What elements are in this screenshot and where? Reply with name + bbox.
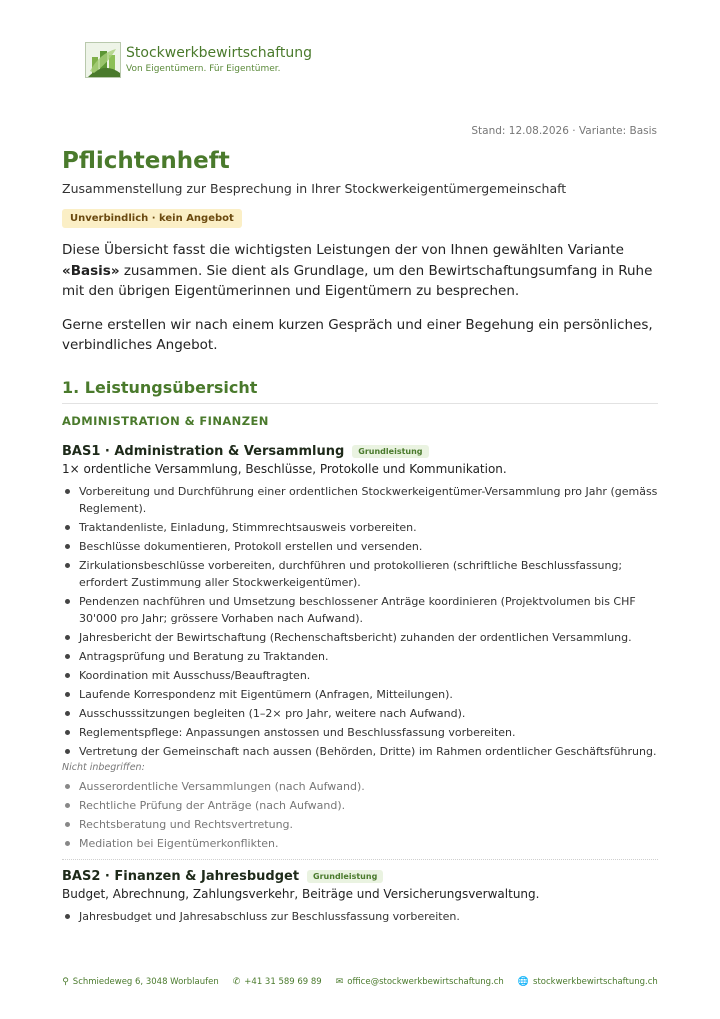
footer: [0, 977, 720, 987]
list-item: Laufende Korrespondenz mit Eigentümern (Anfragen, Mitteilungen).: [62, 686, 658, 703]
footer-email-text[interactable]: office@stockwerkbewirtschaftung.ch: [347, 977, 504, 987]
footer-web[interactable]: [518, 977, 658, 987]
item-bullets: [62, 483, 658, 760]
intro-paragraph: [62, 240, 658, 302]
item-description: 1× ordentliche Versammlung, Beschlüsse, Protokolle und Kommunikation.: [62, 461, 507, 476]
brand-tagline: Von Eigentümern. Für Eigentümer.: [126, 64, 281, 74]
list-item: Pendenzen nachführen und Umsetzung beschlossener Anträge koordinieren (Projektvolumen bis CHF 30'000 pro Jahr; grössere Vorhaben nach Aufwand).: [62, 593, 658, 627]
intro-paragraph-2: Gerne erstellen wir nach einem kurzen Gespräch und einer Begehung ein persönliches, verbindliches Angebot.: [62, 316, 653, 353]
item-description: Budget, Abrechnung, Zahlungsverkehr, Beiträge und Versicherungsverwaltung.: [62, 886, 540, 901]
list-item: Zirkulationsbeschlüsse vorbereiten, durchführen und protokollieren (schriftliche Beschlussfassung; erfordert Zustimmung aller Stockwerkeigentümer).: [62, 557, 658, 591]
item-tag: Grundleistung: [352, 445, 428, 458]
stand-info: Stand: 12.08.2026 · Variante: Basis: [471, 125, 657, 137]
list-item: Mediation bei Eigentümerkonflikten.: [62, 835, 658, 852]
globe-icon: 🌐: [517, 977, 530, 987]
footer-web-text[interactable]: stockwerkbewirtschaftung.ch: [533, 977, 658, 987]
brand-name: Stockwerkbewirtschaftung: [126, 45, 313, 61]
list-item: Jahresbericht der Bewirtschaftung (Rechenschaftsbericht) zuhanden der ordentlichen Versammlung.: [62, 629, 658, 646]
page-subtitle: Zusammenstellung zur Besprechung in Ihrer Stockwerkeigentümergemeinschaft: [62, 181, 567, 196]
page-title: Pflichtenheft: [62, 148, 230, 174]
list-item: Antragsprüfung und Beratung zu Traktanden.: [62, 648, 658, 665]
intro-text-pre: Diese Übersicht fasst die wichtigsten Leistungen der von Ihnen gewählten Variante: [62, 242, 624, 258]
list-item: Vorbereitung und Durchführung einer ordentlichen Stockwerkeigentümer-Versammlung pro Jahr (gemäss Reglement).: [62, 483, 658, 517]
item-bullets: [62, 908, 658, 925]
item-title: BAS1 · Administration & Versammlung: [62, 443, 345, 459]
category-heading: ADMINISTRATION & FINANZEN: [62, 413, 269, 428]
list-item: Ausschusssitzungen begleiten (1–2× pro Jahr, weitere nach Aufwand).: [62, 705, 658, 722]
footer-phone[interactable]: [233, 977, 322, 987]
not-included-label: Nicht inbegriffen:: [62, 761, 145, 773]
not-included-bullets: [62, 778, 658, 852]
mail-icon: ✉: [335, 977, 344, 987]
list-item: Beschlüsse dokumentieren, Protokoll erstellen und versenden.: [62, 538, 658, 555]
section-title: 1. Leistungsübersicht: [62, 378, 658, 404]
header: [85, 42, 312, 78]
item-tag: Grundleistung: [307, 870, 383, 883]
document-body: [62, 146, 658, 927]
list-item: Rechtliche Prüfung der Anträge (nach Aufwand).: [62, 797, 658, 814]
list-item: Koordination mit Ausschuss/Beauftragten.: [62, 667, 658, 684]
list-item: Jahresbudget und Jahresabschluss zur Beschlussfassung vorbereiten.: [62, 908, 658, 925]
list-item: Reglementspflege: Anpassungen anstossen und Beschlussfassung vorbereiten.: [62, 724, 658, 741]
divider: [62, 859, 658, 860]
list-item: Rechtsberatung und Rechtsvertretung.: [62, 816, 658, 833]
list-item: Traktandenliste, Einladung, Stimmrechtsausweis vorbereiten.: [62, 519, 658, 536]
footer-address: [62, 977, 219, 987]
location-pin-icon: ⚲: [62, 977, 69, 987]
logo-icon: [85, 42, 121, 78]
footer-email[interactable]: [336, 977, 504, 987]
phone-icon: ✆: [232, 977, 241, 987]
item-header: [62, 869, 658, 884]
footer-phone-text[interactable]: +41 31 589 69 89: [244, 977, 322, 987]
list-item: Ausserordentliche Versammlungen (nach Aufwand).: [62, 778, 658, 795]
intro-text-post: zusammen. Sie dient als Grundlage, um den Bewirtschaftungsumfang in Ruhe mit den übrigen Eigentümerinnen und Eigentümern zu besprechen.: [62, 262, 653, 299]
footer-address-text: Schmiedeweg 6, 3048 Worblaufen: [72, 977, 219, 987]
list-item: Vertretung der Gemeinschaft nach aussen (Behörden, Dritte) im Rahmen ordentlicher Geschäftsführung.: [62, 743, 658, 760]
status-badge: Unverbindlich · kein Angebot: [62, 209, 242, 228]
item-title: BAS2 · Finanzen & Jahresbudget: [62, 868, 300, 884]
intro-variant: «Basis»: [62, 262, 120, 279]
item-header: [62, 444, 658, 459]
